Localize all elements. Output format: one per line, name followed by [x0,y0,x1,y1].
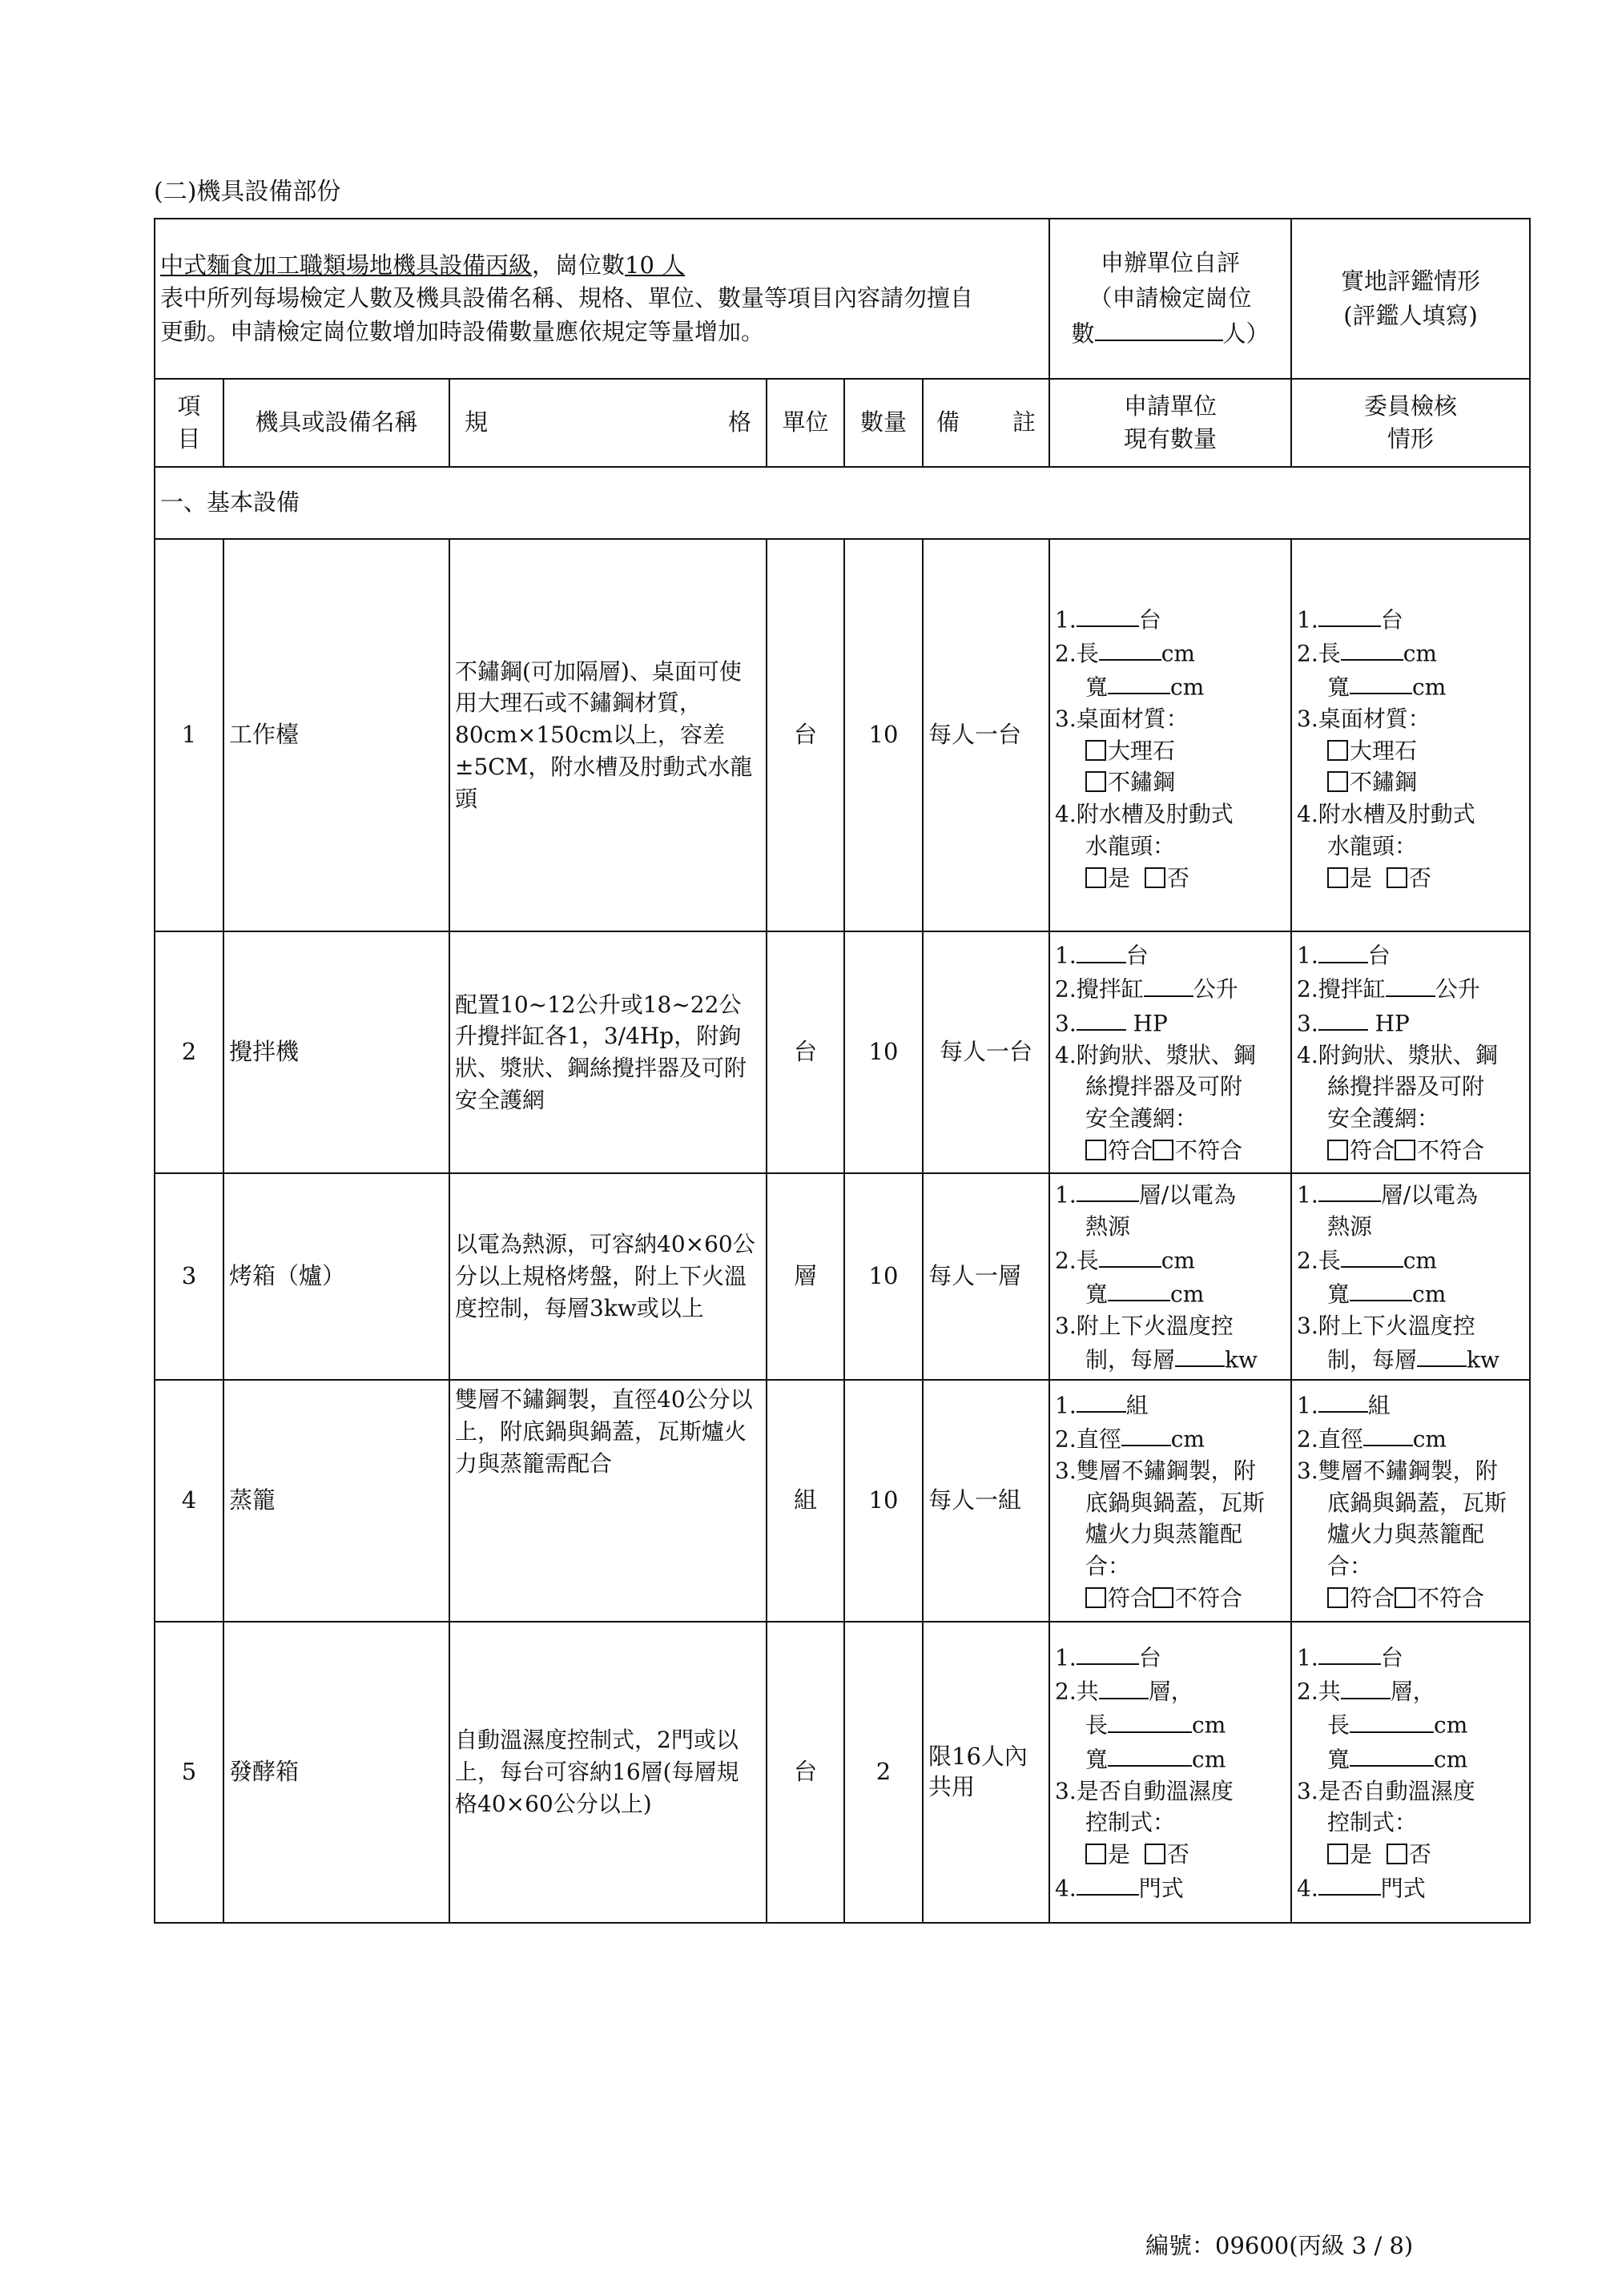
chk-label: 3.是否自動溫濕度 [1055,1777,1234,1804]
applicant-check-cell [1049,931,1291,1173]
checkbox[interactable] [1153,1587,1173,1608]
chk-label: 控制式： [1085,1809,1176,1836]
checkbox[interactable] [1085,1587,1106,1608]
chk-label: 4.附鉤狀、漿狀、鋼 [1055,1041,1256,1068]
chk-label: 4.附鉤狀、漿狀、鋼 [1297,1041,1498,1068]
chk-label: 4.附水槽及肘動式 [1055,801,1234,828]
chk-label: 3.附上下火溫度控 [1297,1313,1475,1340]
page-footer: 編號：09600(丙級 3 / 8) [1145,2232,1414,2259]
equipment-name: 發酵箱 [223,1622,449,1923]
col-remark-a: 備 [936,408,960,436]
chk-label: cm [1192,1745,1226,1772]
chk-label: 熱源 [1085,1213,1131,1240]
equipment-remark: 限16人內共用 [923,1622,1049,1923]
chk-label: 2.共 [1055,1678,1099,1705]
fill-blank[interactable] [1108,1707,1192,1732]
col-header-applicant [1049,379,1291,467]
equipment-unit: 台 [767,931,844,1173]
chk-label: 台 [1367,942,1391,969]
fill-blank[interactable] [1108,669,1170,694]
chk-label: 制，每層 [1085,1346,1176,1373]
table-row [155,1173,1530,1380]
chk-label: 台 [1138,1644,1161,1671]
chk-label: 制，每層 [1327,1346,1418,1373]
chk-label: kw [1225,1346,1258,1373]
chk-label: 底鍋與鍋蓋，瓦斯 [1085,1489,1266,1516]
applicant-check-cell [1049,1622,1291,1923]
chk-label: 3.雙層不鏽鋼製，附 [1297,1457,1498,1484]
committee-check-cell [1291,1380,1530,1622]
fill-blank[interactable] [1108,1277,1170,1301]
chk-label: 1. [1055,942,1077,969]
chk-label: 絲攪拌器及可附 [1085,1073,1243,1100]
chk-label: 爐火力與蒸籠配 [1085,1521,1243,1548]
chk-label: 2.直徑 [1055,1425,1121,1453]
table-row [155,539,1530,931]
chk-option: 不符合 [1175,1136,1243,1164]
title-count: 10 人 [625,251,686,279]
chk-label: 1. [1055,1391,1077,1418]
table-row [155,1622,1530,1923]
fill-blank[interactable] [1077,1640,1139,1665]
fill-blank[interactable] [1077,1871,1139,1896]
self-eval-line2: （申請檢定崗位 [1089,283,1252,312]
checkbox[interactable] [1085,867,1106,888]
chk-option: 符合 [1108,1136,1153,1164]
self-eval-line3b: 人） [1222,320,1270,348]
chk-option: 不符合 [1417,1584,1485,1611]
chk-label: cm [1412,674,1447,701]
chk-label: 合： [1085,1553,1131,1580]
chk-label: 4. [1297,1875,1318,1902]
category-row: 一、基本設備 [155,467,1530,539]
chk-option: 否 [1408,1841,1431,1868]
chk-label: 寬 [1085,674,1109,701]
chk-label: 長 [1327,1711,1350,1739]
chk-label: cm [1170,1425,1205,1453]
equipment-name: 工作檯 [223,539,449,931]
chk-label: cm [1434,1711,1468,1739]
checkbox[interactable] [1387,867,1407,888]
checkbox[interactable] [1395,1587,1415,1608]
fill-blank[interactable] [1318,602,1381,627]
chk-label: cm [1403,640,1437,667]
chk-label: 門式 [1380,1875,1426,1902]
fill-blank[interactable] [1350,1277,1412,1301]
chk-option: 是 [1350,864,1373,891]
equipment-spec: 配置10~12公升或18~22公升攪拌缸各1，3/4Hp，附鉤狀、漿狀、鋼絲攪拌器及可附安全護網 [449,931,767,1173]
chk-option: 符合 [1350,1584,1395,1611]
chk-label: 3. [1055,1009,1077,1036]
chk-label: 4.附水槽及肘動式 [1297,801,1475,828]
applicant-check-cell [1049,1380,1291,1622]
fill-blank[interactable] [1350,1707,1434,1732]
chk-label: 層， [1148,1678,1193,1705]
fill-blank[interactable] [1417,1342,1467,1367]
fill-blank[interactable] [1121,1421,1171,1446]
fill-blank[interactable] [1108,1742,1192,1767]
col-header-unit: 單位 [767,379,844,467]
committee-check-cell [1291,931,1530,1173]
chk-label: 層/以電為 [1138,1181,1237,1208]
chk-label: 控制式： [1327,1809,1418,1836]
applicant-check-cell [1049,539,1291,931]
equipment-spec: 以電為熱源，可容納40×60公分以上規格烤盤，附上下火溫度控制，每層3kw或以上 [449,1173,767,1380]
self-eval-line1: 申辦單位自評 [1101,249,1241,277]
checkbox[interactable] [1395,1140,1415,1160]
checkbox[interactable] [1085,740,1106,761]
title-prefix: 中式麵食加工職類場地機具設備 [160,251,486,279]
chk-label: 1. [1055,1644,1077,1671]
self-eval-blank [1095,316,1223,341]
equipment-name: 烤箱（爐） [223,1173,449,1380]
chk-label: 2.長 [1055,640,1099,667]
chk-label: cm [1412,1425,1447,1453]
checkbox[interactable] [1145,867,1165,888]
chk-label: cm [1161,1247,1195,1274]
chk-label: 組 [1125,1391,1149,1418]
chk-label: 台 [1138,605,1161,633]
self-eval-header [1049,219,1291,379]
chk-label: 絲攪拌器及可附 [1327,1073,1485,1100]
fill-blank[interactable] [1318,1640,1381,1665]
self-eval-line3a: 數 [1071,320,1095,348]
chk-option: 大理石 [1108,737,1176,764]
committee-check-cell [1291,539,1530,931]
chk-option: 不符合 [1417,1136,1485,1164]
title-grade: 丙級 [485,251,533,279]
chk-label: 4. [1055,1875,1077,1902]
chk-label: 寬 [1085,1281,1109,1308]
chk-label: 3. [1297,1009,1318,1036]
chk-label: HP [1133,1009,1168,1036]
checkbox[interactable] [1145,1844,1165,1864]
row-number: 5 [155,1622,223,1923]
chk-label: 1. [1297,1644,1318,1671]
equipment-remark: 每人一台 [923,931,1049,1173]
chk-label: 公升 [1435,975,1480,1003]
chk-label: 2.共 [1297,1678,1341,1705]
chk-label: 組 [1367,1391,1391,1418]
checkbox[interactable] [1327,1140,1348,1160]
chk-label: 1. [1297,942,1318,969]
chk-option: 否 [1166,1841,1189,1868]
col-header-committee [1291,379,1530,467]
row-number: 1 [155,539,223,931]
equipment-unit: 台 [767,1622,844,1923]
equipment-qty: 10 [844,1173,923,1380]
chk-option: 符合 [1108,1584,1153,1611]
chk-label: 寬 [1327,674,1350,701]
chk-label: 安全護網： [1327,1105,1440,1132]
col-spec-b: 格 [727,408,751,436]
fill-blank[interactable] [1341,1674,1391,1699]
applicant-check-cell [1049,1173,1291,1380]
col-spec-a: 規 [465,408,489,436]
header-note-line3: 更動。申請檢定崗位數增加時設備數量應依規定等量增加。 [160,317,765,345]
chk-label: 台 [1125,942,1149,969]
fill-blank[interactable] [1350,669,1412,694]
chk-option: 是 [1350,1841,1373,1868]
equipment-remark: 每人一台 [923,539,1049,931]
chk-label: 門式 [1138,1875,1184,1902]
equipment-remark: 每人一層 [923,1173,1049,1380]
fill-blank[interactable] [1318,1871,1381,1896]
chk-label: 3.附上下火溫度控 [1055,1313,1234,1340]
col-applicant-l2: 現有數量 [1124,425,1218,452]
chk-label: 公升 [1193,975,1238,1003]
chk-label: 2.長 [1297,1247,1341,1274]
col-header-item [155,379,223,467]
fill-blank[interactable] [1341,1243,1403,1268]
fill-blank[interactable] [1099,636,1161,661]
col-item-b: 目 [177,425,201,452]
checkbox[interactable] [1085,1140,1106,1160]
equipment-qty: 10 [844,539,923,931]
chk-label: 3.桌面材質： [1055,705,1189,732]
equipment-table [154,218,1531,1924]
chk-label: 底鍋與鍋蓋，瓦斯 [1327,1489,1507,1516]
equipment-spec: 不鏽鋼(可加隔層)、桌面可使用大理石或不鏽鋼材質，80cm×150cm以上，容差±5CM，附水槽及肘動式水龍頭 [449,539,767,931]
col-header-qty: 數量 [844,379,923,467]
chk-option: 是 [1108,1841,1131,1868]
committee-check-cell [1291,1622,1530,1923]
equipment-unit: 台 [767,539,844,931]
chk-label: 合： [1327,1553,1373,1580]
chk-label: 層/以電為 [1380,1181,1479,1208]
chk-label: 安全護網： [1085,1105,1198,1132]
chk-option: 不鏽鋼 [1108,769,1176,796]
checkbox[interactable] [1085,1844,1106,1864]
chk-label: 2.長 [1055,1247,1099,1274]
onsite-eval-header [1291,219,1530,379]
chk-label: 2.攪拌缸 [1297,975,1386,1003]
fill-blank[interactable] [1175,1342,1225,1367]
chk-label: 3.雙層不鏽鋼製，附 [1055,1457,1256,1484]
col-committee-l2: 情形 [1387,425,1435,452]
chk-label: 寬 [1085,1745,1109,1772]
chk-label: 寬 [1327,1281,1350,1308]
chk-option: 符合 [1350,1136,1395,1164]
row-number: 3 [155,1173,223,1380]
fill-blank[interactable] [1386,971,1435,996]
equipment-qty: 10 [844,931,923,1173]
chk-option: 否 [1408,864,1431,891]
equipment-remark: 每人一組 [923,1380,1049,1622]
section-title: (二)機具設備部份 [154,178,341,206]
chk-label: HP [1374,1009,1410,1036]
checkbox[interactable] [1327,771,1348,792]
chk-label: 2.長 [1297,640,1341,667]
equipment-unit: 層 [767,1173,844,1380]
chk-label: 水龍頭： [1327,832,1418,859]
fill-blank[interactable] [1077,1388,1126,1413]
chk-label: cm [1192,1711,1226,1739]
chk-option: 否 [1166,864,1189,891]
col-remark-b: 註 [1012,408,1036,436]
committee-check-cell [1291,1173,1530,1380]
onsite-eval-line2: (評鑑人填寫) [1343,302,1478,329]
chk-label: 水龍頭： [1085,832,1176,859]
chk-label: cm [1403,1247,1437,1274]
row-number: 4 [155,1380,223,1622]
col-applicant-l1: 申請單位 [1124,392,1218,420]
checkbox[interactable] [1327,1587,1348,1608]
row-number: 2 [155,931,223,1173]
fill-blank[interactable] [1341,636,1403,661]
fill-blank[interactable] [1077,1006,1126,1031]
fill-blank[interactable] [1099,1243,1161,1268]
chk-label: 1. [1055,1181,1077,1208]
chk-label: cm [1412,1281,1447,1308]
chk-label: 1. [1055,605,1077,633]
title-mid: ，崗位數 [532,251,626,279]
fill-blank[interactable] [1099,1674,1149,1699]
chk-label: 熱源 [1327,1213,1373,1240]
col-header-remark [923,379,1049,467]
chk-label: 長 [1085,1711,1109,1739]
checkbox[interactable] [1327,867,1348,888]
fill-blank[interactable] [1318,1388,1368,1413]
equipment-name: 攪拌機 [223,931,449,1173]
chk-label: 1. [1297,605,1318,633]
equipment-qty: 2 [844,1622,923,1923]
col-header-name: 機具或設備名稱 [223,379,449,467]
chk-label: 3.桌面材質： [1297,705,1431,732]
table-row [155,1380,1530,1622]
fill-blank[interactable] [1318,938,1368,963]
equipment-qty: 10 [844,1380,923,1622]
chk-option: 大理石 [1350,737,1418,764]
chk-label: 爐火力與蒸籠配 [1327,1521,1485,1548]
equipment-unit: 組 [767,1380,844,1622]
chk-label: 台 [1380,1644,1403,1671]
chk-label: cm [1170,674,1205,701]
equipment-spec: 自動溫濕度控制式，2門或以上，每台可容納16層(每層規格40×60公分以上) [449,1622,767,1923]
checkbox[interactable] [1387,1844,1407,1864]
onsite-eval-line1: 實地評鑑情形 [1341,267,1481,295]
fill-blank[interactable] [1350,1742,1434,1767]
col-committee-l1: 委員檢核 [1364,392,1458,420]
col-header-spec [449,379,767,467]
fill-blank[interactable] [1144,971,1193,996]
chk-label: 寬 [1327,1745,1350,1772]
chk-label: cm [1434,1745,1468,1772]
checkbox[interactable] [1153,1140,1173,1160]
table-header-title [155,219,1049,379]
chk-label: 2.攪拌缸 [1055,975,1144,1003]
chk-label: 2.直徑 [1297,1425,1363,1453]
header-note-line2: 表中所列每場檢定人數及機具設備名稱、規格、單位、數量等項目內容請勿擅自 [160,284,974,312]
chk-label: cm [1170,1281,1205,1308]
equipment-name: 蒸籠 [223,1380,449,1622]
checkbox[interactable] [1085,771,1106,792]
chk-option: 是 [1108,864,1131,891]
fill-blank[interactable] [1318,1006,1368,1031]
fill-blank[interactable] [1077,1177,1139,1202]
chk-label: cm [1161,640,1195,667]
chk-option: 不鏽鋼 [1350,769,1418,796]
fill-blank[interactable] [1077,602,1139,627]
fill-blank[interactable] [1363,1421,1413,1446]
checkbox[interactable] [1327,740,1348,761]
fill-blank[interactable] [1077,938,1126,963]
fill-blank[interactable] [1318,1177,1381,1202]
equipment-spec: 雙層不鏽鋼製，直徑40公分以上，附底鍋與鍋蓋，瓦斯爐火力與蒸籠需配合 [449,1380,767,1622]
table-row [155,931,1530,1173]
chk-label: 台 [1380,605,1403,633]
chk-label: 層， [1390,1678,1435,1705]
chk-label: 3.是否自動溫濕度 [1297,1777,1475,1804]
chk-label: kw [1467,1346,1499,1373]
chk-option: 不符合 [1175,1584,1243,1611]
chk-label: 1. [1297,1391,1318,1418]
col-item-a: 項 [177,392,201,420]
checkbox[interactable] [1327,1844,1348,1864]
chk-label: 1. [1297,1181,1318,1208]
